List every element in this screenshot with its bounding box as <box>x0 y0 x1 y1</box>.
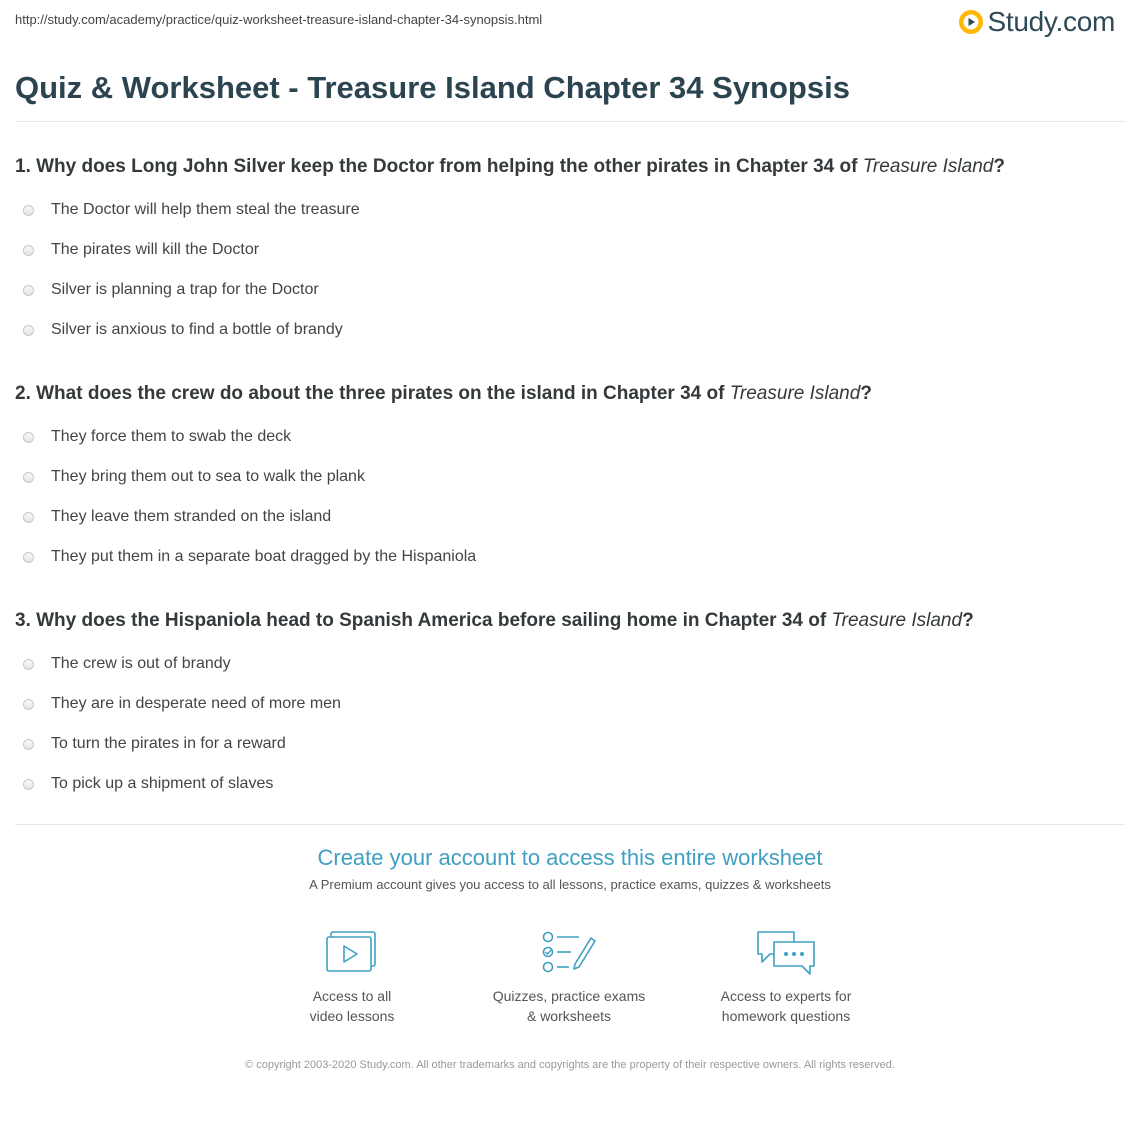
radio-button[interactable] <box>23 245 34 256</box>
question-1 <box>15 154 1125 350</box>
radio-button[interactable] <box>23 205 34 216</box>
question-2 <box>15 381 1125 577</box>
radio-button[interactable] <box>23 325 34 336</box>
question-list <box>15 154 1125 835</box>
answer-label: To pick up a shipment of slaves <box>51 775 274 792</box>
radio-button[interactable] <box>23 472 34 483</box>
study-logo[interactable] <box>958 6 1116 38</box>
radio-button[interactable] <box>23 779 34 790</box>
answer-options <box>15 644 1125 804</box>
answer-label: Silver is planning a trap for the Doctor <box>51 281 319 298</box>
answer-option[interactable] <box>15 270 1125 310</box>
answer-option[interactable] <box>15 457 1125 497</box>
answer-option[interactable] <box>15 417 1125 457</box>
radio-button[interactable] <box>23 512 34 523</box>
radio-button[interactable] <box>23 285 34 296</box>
feature-label: Access to experts for homework questions <box>720 988 852 1024</box>
video-lesson-icon <box>322 928 382 976</box>
answer-label: The pirates will kill the Doctor <box>51 241 260 258</box>
answer-option[interactable] <box>15 537 1125 577</box>
question-text: 2. What does the crew do about the three pirates on the island in Chapter 34 of Treasure Island? <box>15 383 872 404</box>
feature-label: Access to all video lessons <box>309 988 395 1024</box>
answer-label: The crew is out of brandy <box>51 655 231 672</box>
answer-label: The Doctor will help them steal the treasure <box>51 201 360 218</box>
question-text: 3. Why does the Hispaniola head to Spanish America before sailing home in Chapter 34 of Treasure Island? <box>15 610 974 631</box>
answer-label: They force them to swab the deck <box>51 428 292 445</box>
quiz-checklist-icon <box>539 928 599 976</box>
radio-button[interactable] <box>23 432 34 443</box>
answer-label: They leave them stranded on the island <box>51 508 332 525</box>
answer-options <box>15 417 1125 577</box>
answer-option[interactable] <box>15 497 1125 537</box>
answer-option[interactable] <box>15 644 1125 684</box>
feature-video-lessons <box>252 928 452 1026</box>
radio-button[interactable] <box>23 552 34 563</box>
page-url[interactable]: http://study.com/academy/practice/quiz-worksheet-treasure-island-chapter-34-synopsis.html <box>15 12 543 27</box>
radio-button[interactable] <box>23 659 34 670</box>
answer-label: Silver is anxious to find a bottle of brandy <box>51 321 343 338</box>
answer-option[interactable] <box>15 764 1125 804</box>
top-bar <box>15 0 1115 45</box>
answer-label: They put them in a separate boat dragged by the Hispaniola <box>51 548 477 565</box>
answer-label: They bring them out to sea to walk the plank <box>51 468 365 485</box>
chat-bubbles-icon <box>754 928 818 976</box>
radio-button[interactable] <box>23 699 34 710</box>
answer-label: To turn the pirates in for a reward <box>51 735 286 752</box>
page-title: Quiz & Worksheet - Treasure Island Chapter 34 Synopsis <box>15 70 850 105</box>
radio-button[interactable] <box>23 739 34 750</box>
feature-quizzes <box>469 928 669 1026</box>
answer-option[interactable] <box>15 724 1125 764</box>
title-divider <box>15 121 1125 122</box>
cta-subtitle: A Premium account gives you access to all lessons, practice exams, quizzes & worksheets <box>309 877 831 892</box>
feature-label: Quizzes, practice exams & worksheets <box>492 988 646 1024</box>
cta-title-link[interactable]: Create your account to access this entire worksheet <box>317 845 823 870</box>
answer-option[interactable] <box>15 190 1125 230</box>
logo-text: Study.com <box>987 6 1115 37</box>
answer-option[interactable] <box>15 684 1125 724</box>
answer-option[interactable] <box>15 310 1125 350</box>
copyright-notice: © copyright 2003-2020 Study.com. All other trademarks and copyrights are the property of their respective owners. All rights reserved. <box>245 1059 895 1071</box>
cta-divider <box>15 824 1125 825</box>
answer-option[interactable] <box>15 230 1125 270</box>
signup-cta <box>0 845 1140 892</box>
answer-options <box>15 190 1125 350</box>
question-3 <box>15 608 1125 804</box>
question-text: 1. Why does Long John Silver keep the Doctor from helping the other pirates in Chapter 34 of Treasure Island? <box>15 156 1005 177</box>
feature-experts <box>686 928 886 1026</box>
answer-label: They are in desperate need of more men <box>51 695 341 712</box>
play-logo-icon <box>958 9 984 35</box>
